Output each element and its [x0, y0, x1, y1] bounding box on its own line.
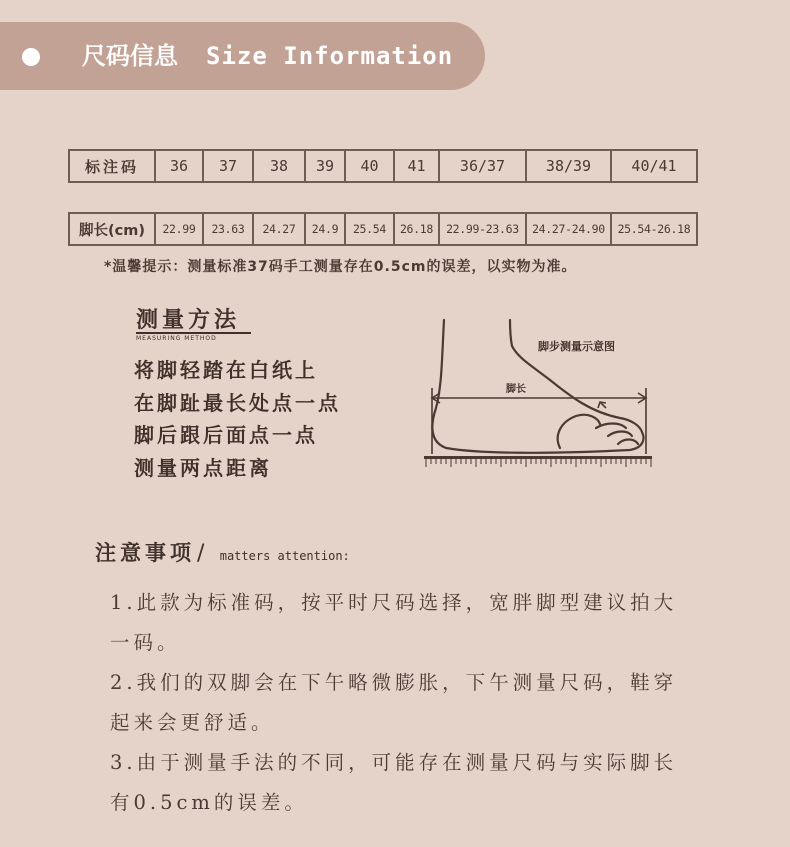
- note-item: 3.由于测量手法的不同，可能存在测量尺码与实际脚长有0.5cm的误差。: [110, 751, 678, 814]
- method-step: 测量两点距离: [134, 455, 272, 480]
- notes-title-cn: 注意事项: [95, 541, 195, 565]
- section-title: [82, 36, 453, 71]
- length-cell: 25.54-26.18: [611, 213, 697, 245]
- length-cell: 24.27: [253, 213, 305, 245]
- method-step: 将脚轻踏在白纸上: [134, 358, 318, 382]
- note-item: 2.我们的双脚会在下午略微膨胀，下午测量尺码，鞋穿起来会更舒适。: [110, 671, 678, 734]
- length-row: [69, 213, 697, 245]
- length-label: 脚长(cm): [69, 213, 155, 245]
- title-cn: 尺码信息: [82, 42, 178, 70]
- method-title: 测量方法: [136, 308, 241, 333]
- size-cell: 36/37: [439, 150, 526, 182]
- size-cell: 37: [203, 150, 253, 182]
- size-cell: 39: [305, 150, 345, 182]
- note-item: 1.此款为标准码，按平时尺码选择，宽胖脚型建议拍大一码。: [110, 591, 678, 654]
- size-cell: 38: [253, 150, 305, 182]
- size-cell: 40: [345, 150, 394, 182]
- method-step: 脚后跟后面点一点: [134, 423, 318, 447]
- size-row: [69, 150, 697, 182]
- diagram-length-label: 脚长: [506, 384, 526, 395]
- size-cell: 36: [155, 150, 203, 182]
- length-cell: 24.9: [305, 213, 345, 245]
- title-slash: /: [197, 541, 209, 566]
- length-table: [68, 212, 698, 246]
- diagram-caption: 脚步测量示意图: [538, 340, 615, 353]
- notes-title: [95, 537, 350, 567]
- size-tip: *温馨提示：测量标准37码手工测量存在0.5cm的误差，以实物为准。: [104, 259, 577, 275]
- method-steps: [134, 354, 341, 484]
- size-cell: 41: [394, 150, 439, 182]
- notes-list: [110, 583, 685, 823]
- length-cell: 22.99: [155, 213, 203, 245]
- length-cell: 23.63: [203, 213, 253, 245]
- length-cell: 26.18: [394, 213, 439, 245]
- size-label: 标注码: [69, 150, 155, 182]
- ruler-icon: [424, 456, 652, 467]
- size-cell: 40/41: [611, 150, 697, 182]
- title-en: Size Information: [206, 42, 454, 70]
- foot-measure-diagram: [420, 316, 660, 468]
- length-cell: 24.27-24.90: [526, 213, 611, 245]
- method-step: 在脚趾最长处点一点: [134, 390, 341, 415]
- length-cell: 22.99-23.63: [439, 213, 526, 245]
- length-arrow: [432, 388, 646, 454]
- notes-title-en: matters attention:: [219, 549, 350, 563]
- size-table: [68, 149, 698, 183]
- bullet-dot-icon: [22, 48, 40, 66]
- size-cell: 38/39: [526, 150, 611, 182]
- length-cell: 25.54: [345, 213, 394, 245]
- method-subtitle: MEASURING METHOD: [136, 332, 251, 342]
